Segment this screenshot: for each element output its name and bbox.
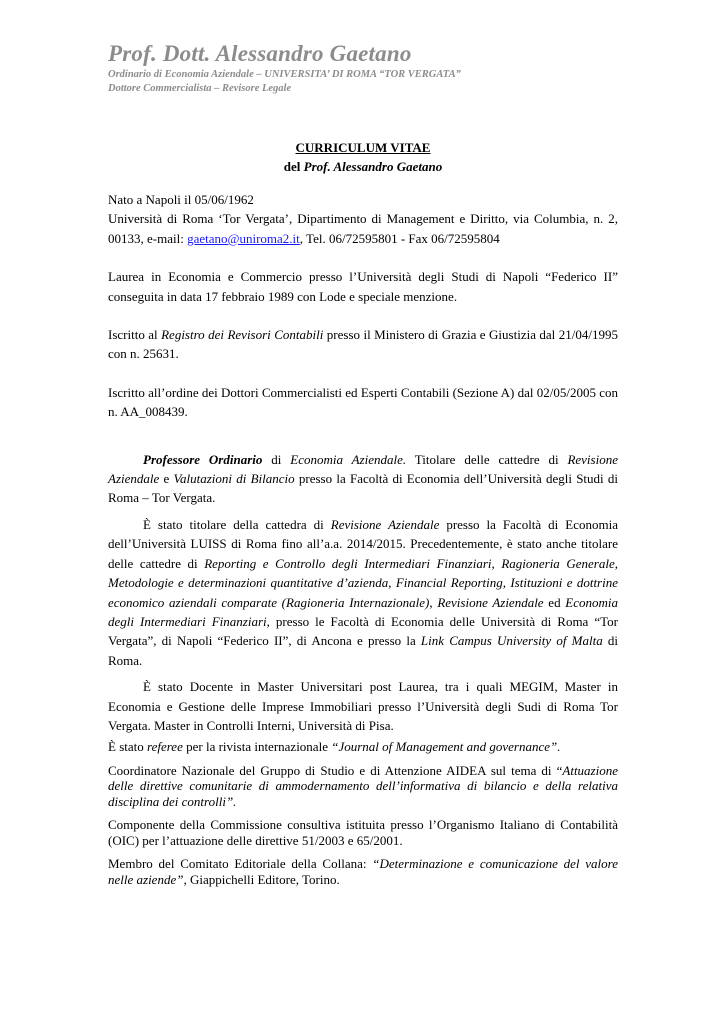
- registro-paragraph: [108, 325, 618, 364]
- docente-paragraph: È stato Docente in Master Universitari post Laurea, tra i quali MEGIM, Master in Economia e Gestione delle Imprese Immobiliari presso l’Università degli Sudi di Roma Tor Vergata. Master in Controlli Interni, Università di Pisa.: [108, 679, 618, 733]
- titolare-t4: , presso le Facoltà di Economia delle Università di Roma “Tor Vergata”, di Napoli “Federico II”, di Ancona e presso la: [108, 613, 618, 649]
- titolare-paragraph: [108, 515, 618, 670]
- titolare-i2: Reporting e Controllo degli Intermediari Finanziari, Ragioneria Generale, Metodologie e determinazioni quantitative d’azienda, Financial Reporting, Istituzioni e dottrine economico aziendali comparate (Ragioneria Internazionale), Revisione Aziendale: [108, 555, 618, 610]
- degree-paragraph: Laurea in Economia e Commercio presso l’Università degli Studi di Napoli “Federico II” conseguita in data 17 febbraio 1989 con Lode e speciale menzione.: [108, 269, 618, 304]
- letterhead-profession: Dottore Commercialista – Revisore Legale: [108, 83, 292, 94]
- email-link[interactable]: gaetano@uniroma2.it: [187, 230, 300, 246]
- phone-text: , Tel. 06/72595801 - Fax 06/72595804: [299, 230, 500, 246]
- membro-t1: Membro del Comitato Editoriale della Collana:: [108, 856, 373, 872]
- referee-t1: È stato: [108, 739, 147, 755]
- letterhead-role: Ordinario di Economia Aziendale – UNIVERSITA’ DI ROMA “TOR VERGATA”: [108, 69, 461, 80]
- titolare-t3: ed: [543, 594, 566, 610]
- letterhead-name: Prof. Dott. Alessandro Gaetano: [108, 41, 412, 66]
- contact-info: [108, 209, 618, 248]
- professore-i1: Economia Aziendale.: [290, 451, 407, 467]
- cv-subtitle-prefix: del: [283, 159, 304, 174]
- membro-i1: “Determinazione e comunicazione del valore nelle aziende”,: [108, 856, 618, 887]
- componente-paragraph: Componente della Commissione consultiva istituita presso l’Organismo Italiano di Contabilità (OIC) per l’attuazione delle direttive 51/2003 e 65/2001.: [108, 817, 618, 848]
- coordinatore-t1: Coordinatore Nazionale del Gruppo di Studio e di Attenzione AIDEA sul tema di “: [108, 762, 563, 778]
- membro-t2: Giappichelli Editore, Torino.: [186, 871, 340, 887]
- registro-italic: Registro dei Revisori Contabili: [161, 327, 324, 343]
- cv-title-block: [108, 138, 618, 176]
- professore-t1: di: [262, 451, 291, 467]
- registro-pre: Iscritto al: [108, 327, 162, 343]
- professore-t4: presso la Facoltà di Economia dell’Università degli Studi di Roma – Tor Vergata.: [108, 471, 618, 506]
- titolare-i3: Economia degli Intermediari Finanziari: [108, 594, 618, 629]
- titolare-t5: di Roma.: [108, 633, 618, 668]
- titolare-i4: Link Campus University of Malta: [420, 633, 603, 649]
- document-body: [108, 190, 618, 887]
- titolare-t2: presso la Facoltà di Economia dell’Università LUISS di Roma fino all’a.a. 2014/2015. Precedentemente, è stato anche titolare delle cattedre di: [108, 516, 618, 571]
- professore-t3: e: [159, 471, 174, 487]
- registro-post: presso il Ministero di Grazia e Giustizia dal 21/04/1995 con n. 25631.: [108, 327, 618, 362]
- letterhead: [108, 40, 628, 96]
- professore-i3: Valutazioni di Bilancio: [173, 471, 295, 487]
- referee-i1: referee: [147, 739, 183, 755]
- cv-subtitle: [108, 157, 618, 176]
- referee-paragraph: [108, 737, 618, 756]
- coordinatore-i1: Attuazione delle direttive comunitarie di ammodernamento dell’informativa di bilancio e della relativa disciplina dei controlli”.: [108, 762, 618, 809]
- referee-i2: “Journal of Management and governance”.: [331, 739, 561, 755]
- professore-paragraph: [108, 450, 618, 508]
- address-text: Università di Roma ‘Tor Vergata’, Dipartimento di Management e Diritto, via Columbia, n. 2, 00133, e-mail:: [108, 211, 618, 246]
- titolare-t1: È stato titolare della cattedra di: [143, 516, 331, 532]
- titolare-i1: Revisione Aziendale: [330, 516, 440, 532]
- cv-subtitle-name: Prof. Alessandro Gaetano: [303, 159, 443, 174]
- coordinatore-paragraph: [108, 763, 618, 810]
- cv-heading: CURRICULUM VITAE: [295, 140, 431, 155]
- referee-t2: per la rivista internazionale: [182, 739, 332, 755]
- professore-t2: Titolare delle cattedre di: [406, 451, 568, 467]
- ordine-paragraph: Iscritto all’ordine dei Dottori Commercialisti ed Esperti Contabili (Sezione A) dal 02/05/2005 con n. AA_008439.: [108, 384, 618, 420]
- membro-paragraph: [108, 856, 618, 887]
- professore-i2: Revisione Aziendale: [108, 451, 618, 487]
- professore-title: Professore Ordinario: [143, 451, 263, 467]
- birth-info: Nato a Napoli il 05/06/1962: [108, 192, 254, 207]
